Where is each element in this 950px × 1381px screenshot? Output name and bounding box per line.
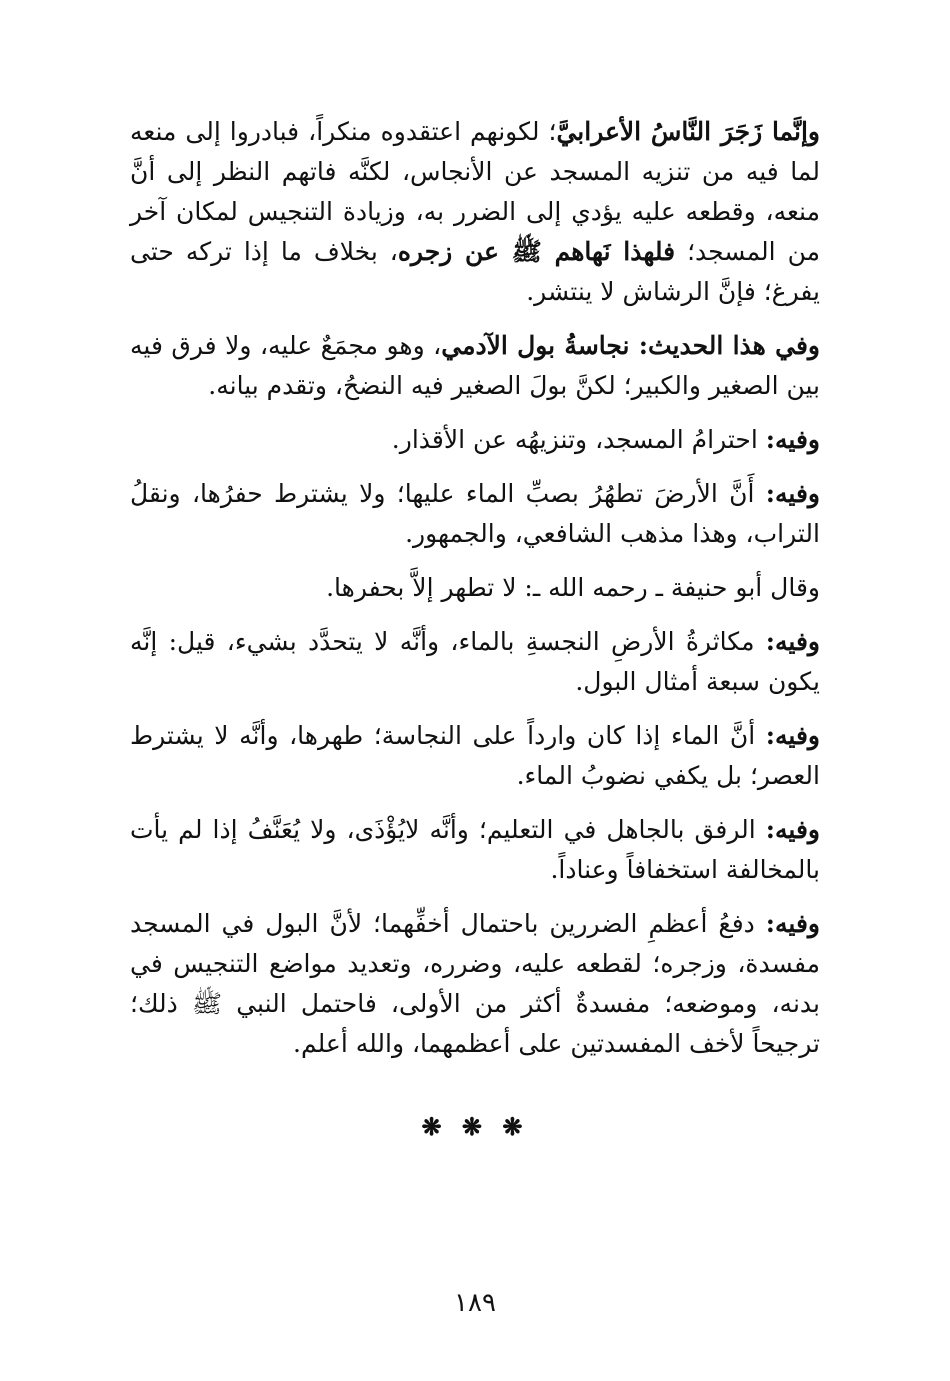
paragraph-lead: وفيه:: [765, 909, 820, 938]
paragraph-7: [130, 716, 820, 796]
paragraph-lead: وفيه:: [765, 479, 820, 508]
paragraph-4: [130, 474, 820, 554]
paragraph-9: [130, 904, 820, 1064]
paragraph-3: [130, 420, 820, 460]
paragraph-text: وقال أبو حنيفة ـ رحمه الله ـ: لا تطهر إلاَّ بحفرها.: [326, 573, 820, 602]
page-number: ١٨٩: [454, 1288, 496, 1318]
paragraph-2: [130, 326, 820, 406]
paragraph-lead: وفي هذا الحديث:: [638, 331, 820, 360]
paragraph-text: أنَّ الماء إذا كان وارداً على النجاسة؛ طهرها، وأنَّه لا يشترط العصر؛ بل يكفي نضوبُ الماء.: [130, 721, 820, 790]
paragraph-6: [130, 622, 820, 702]
paragraph-text: أَنَّ الأرضَ تطهُرُ بصبِّ الماء عليها؛ ولا يشترط حفرُها، ونقلُ التراب، وهذا مذهب الشافعي، والجمهور.: [130, 479, 820, 548]
paragraph-text: ، بخلاف ما إذا تركه حتى يفرغ؛ فإنَّ الرشاش لا ينتشر.: [130, 237, 820, 306]
paragraph-text: ؛ لكونهم اعتقدوه منكراً، فبادروا إلى منعه لما فيه من تنزيه المسجد عن الأنجاس، لكنَّه فاتهم النظر إلى أنَّ منعه، وقطعه عليه يؤدي إلى الضرر به، وزيادة التنجيس لمكان آخر من المسجد؛: [130, 117, 821, 266]
paragraph-lead: وفيه:: [765, 721, 820, 750]
paragraph-text: ، وهو مجمَعٌ عليه، ولا فرق فيه بين الصغير والكبير؛ لكنَّ بولَ الصغير فيه النضحُ، وتقدم بيانه.: [130, 331, 820, 400]
paragraph-text: دفعُ أعظمِ الضررين باحتمال أخفِّهما؛ لأنَّ البول في المسجد مفسدة، وزجره؛ لقطعه عليه، وضرره، وتعديد مواضع التنجيس في بدنه، وموضعه؛ مفسدةٌ أكثر من الأولى، فاحتمل النبي ﷺ ذلك؛ ترجيحاً لأخف المفسدتين على أعظمهما، والله أعلم.: [130, 909, 820, 1058]
paragraph-lead: وفيه:: [765, 425, 820, 454]
paragraph-bold-text: فلهذا نَهاهم ﷺ عن زجره: [397, 237, 676, 266]
paragraph-lead: وفيه:: [765, 815, 820, 844]
paragraph-5: [130, 568, 820, 608]
paragraph-lead: وفيه:: [765, 627, 820, 656]
paragraph-bold-text: نجاسةُ بول الآدمي: [441, 331, 639, 360]
paragraph-8: [130, 810, 820, 890]
paragraph-text: مكاثرةُ الأرضِ النجسةِ بالماء، وأنَّه لا يتحدَّد بشيء، قيل: إنَّه يكون سبعة أمثال البول.: [130, 627, 820, 696]
paragraph-1: [130, 112, 820, 312]
paragraph-text: الرفق بالجاهل في التعليم؛ وأنَّه لايُؤْذَى، ولا يُعَنَّفُ إذا لم يأت بالمخالفة استخفافاً وعناداً.: [130, 815, 820, 884]
page-body: [130, 112, 820, 1078]
section-separator: ❋ ❋ ❋: [421, 1112, 529, 1141]
paragraph-text: احترامُ المسجد، وتنزيهُه عن الأقذار.: [391, 425, 766, 454]
paragraph-lead: وإنَّما زَجَرَ النَّاسُ الأعرابيَّ: [556, 117, 820, 146]
